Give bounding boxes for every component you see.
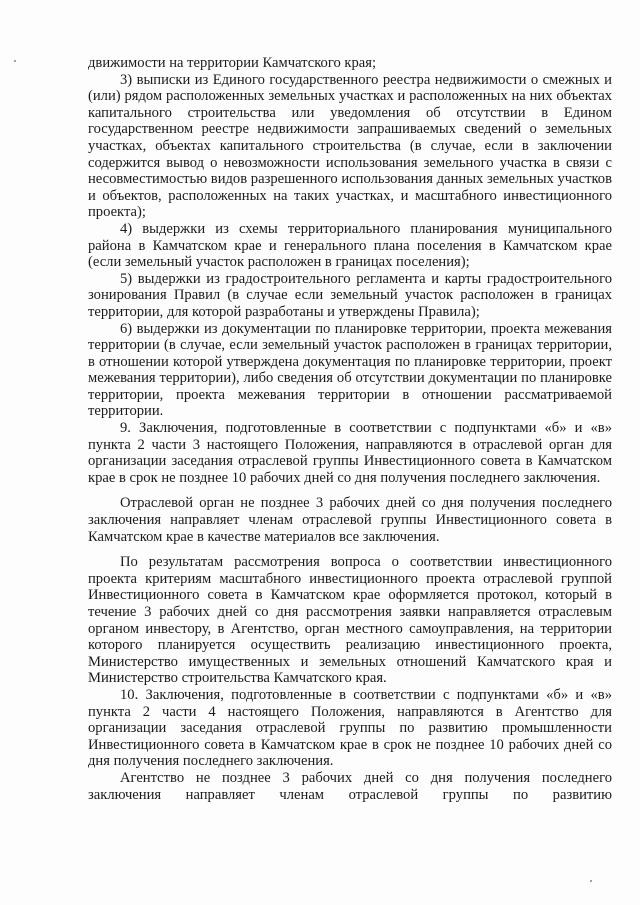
paragraph-item-3: 3) выписки из Единого государственного реестра недвижимости о смежных и (или) рядом расположенных земельных участках и расположенных на них объектах капитального строительства или уведомления об отсутствии в Едином государственном реестре недвижимости запрашиваемых сведений о земельных участках, объектах капитального строительства (в случае, если в заключении содержится вывод о невозможности использования земельного участка в связи с несовместимостью видов разрешенного использования данных земельных участков и объектов, расположенных на таких участках, и масштабного инвестиционного проекта); [88,71,612,221]
paragraph-continuation: движимости на территории Камчатского края; [88,55,377,71]
document-body [88,55,612,803]
paragraph-clause-9: 9. Заключения, подготовленные в соответствии с подпунктами «б» и «в» пункта 2 части 3 настоящего Положения, направляются в отраслевой орган для организации заседания отраслевой группы Инвестиционного совета в Камчатском крае в срок не позднее 10 рабочих дней со дня получения последнего заключения. [88,420,612,486]
paragraph-industry-body-notice: Отраслевой орган не позднее 3 рабочих дней со дня получения последнего заключения направляет членам отраслевой группы Инвестиционного совета в Камчатском крае в качестве материалов все заключения. [88,495,612,545]
paragraph-item-4: 4) выдержки из схемы территориального планирования муниципального района в Камчатском крае и генерального плана поселения в Камчатском крае (если земельный участок расположен в границах поселения); [88,220,612,271]
scan-speck [590,880,592,882]
paragraph-review-results: По результатам рассмотрения вопроса о соответствии инвестиционного проекта критериям масштабного инвестиционного проекта отраслевой группой Инвестиционного совета в Камчатском крае оформляется протокол, который в течение 3 рабочих дней со дня рассмотрения заявки направляется отраслевым органом инвестору, в Агентство, орган местного самоуправления, на территории которого планируется осуществить реализацию инвестиционного проекта, Министерство имущественных и земельных отношений Камчатского края и Министерство строительства Камчатского края. [88,554,612,687]
paragraph-clause-10: 10. Заключения, подготовленные в соответствии с подпунктами «б» и «в» пункта 2 части 4 настоящего Положения, направляются в Агентство для организации заседания отраслевой группы по развитию промышленности Инвестиционного совета в Камчатском крае в срок не позднее 10 рабочих дней со дня получения последнего заключения. [88,686,612,770]
paragraph-item-6: 6) выдержки из документации по планировке территории, проекта межевания территории (в случае, если земельный участок расположен в границах территории, в отношении которой утверждена документация по планировке территории, проект межевания территории), либо сведения об отсутствии документации по планировке территории, проекта межевания территории в отношении рассматриваемой территории. [88,320,612,420]
paragraph-agency-notice: Агентство не позднее 3 рабочих дней со дня получения последнего заключения направляет членам отраслевой группы по развитию [88,769,612,803]
scan-speck [14,60,16,62]
paragraph-item-5: 5) выдержки из градостроительного регламента и карты градостроительного зонирования Правил (в случае если земельный участок расположен в границах территории, для которой разработаны и утверждены Правила); [88,270,612,320]
